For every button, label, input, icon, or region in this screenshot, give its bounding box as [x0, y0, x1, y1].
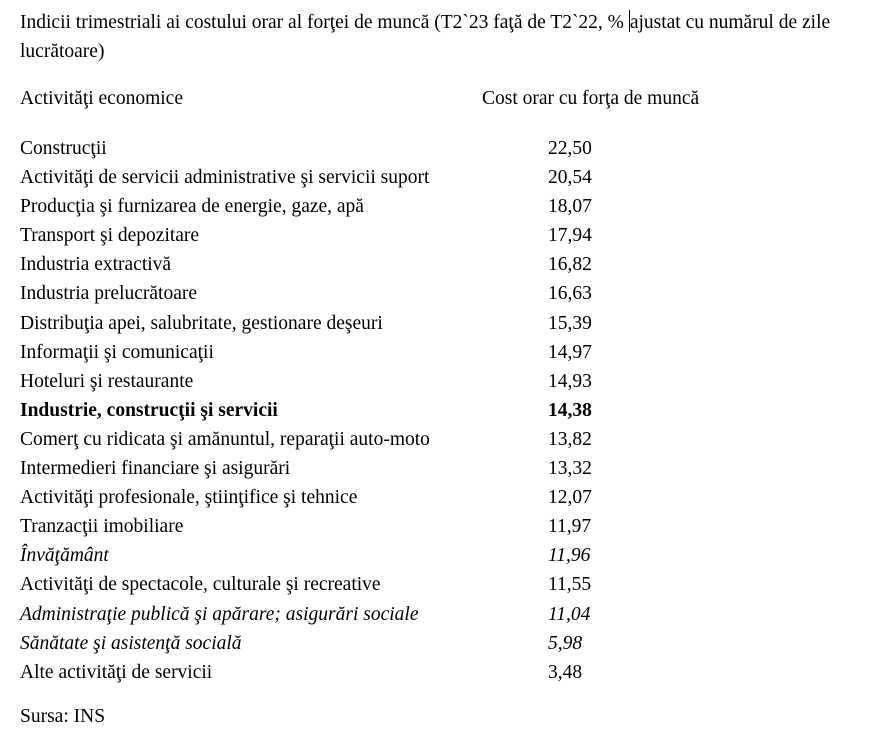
activity-label: Construcţii: [20, 138, 107, 159]
cost-value: 11,04: [548, 603, 591, 625]
table-row: [0, 514, 879, 543]
table-row: [0, 543, 879, 572]
cost-value: 16,82: [548, 254, 592, 276]
table-row: [0, 252, 879, 281]
cost-value: 18,07: [548, 196, 592, 218]
title-text-part2: ajustat cu numărul de zile lucrătoare): [20, 12, 831, 62]
cost-value: 5,98: [548, 632, 583, 654]
activity-label: Învăţământ: [20, 545, 109, 567]
activity-label: Industria extractivă: [20, 254, 172, 276]
cost-value: 14,38: [548, 399, 592, 421]
cost-value: 14,97: [548, 341, 592, 363]
activity-label: Hoteluri şi restaurante: [20, 370, 194, 392]
cost-value: 15,39: [548, 312, 592, 334]
activity-label: Administraţie publică şi apărare; asigurări sociale: [20, 603, 419, 625]
activity-label: Informaţii şi comunicaţii: [20, 341, 214, 363]
table-row: [0, 340, 879, 369]
activity-label: Transport şi depozitare: [20, 225, 200, 247]
table-row: [0, 165, 879, 194]
table-row: [0, 456, 879, 485]
table-row: [0, 136, 879, 165]
data-table: [0, 136, 879, 689]
cost-value: 12,07: [548, 487, 592, 509]
column-header-activities: Activităţi economice: [20, 88, 183, 109]
activity-label: Sănătate şi asistenţă socială: [20, 632, 242, 654]
activity-label: Comerţ cu ridicata şi amănuntul, reparaţii auto-moto: [20, 428, 430, 450]
activity-label: Activităţi de servicii administrative şi servicii suport: [20, 167, 430, 189]
activity-label: Alte activităţi de servicii: [20, 661, 213, 683]
cost-value: 3,48: [548, 661, 583, 683]
cost-value: 13,32: [548, 458, 592, 480]
table-row: [0, 602, 879, 631]
table-row: [0, 223, 879, 252]
cost-value: 20,54: [548, 167, 592, 189]
activity-label: Industria prelucrătoare: [20, 283, 198, 305]
table-row: [0, 311, 879, 340]
document-title: [20, 8, 876, 66]
cost-value: 17,94: [548, 225, 592, 247]
activity-label: Activităţi profesionale, ştiinţifice şi tehnice: [20, 487, 358, 509]
column-header-cost: Cost orar cu forţa de muncă: [482, 88, 700, 109]
cost-value: 16,63: [548, 283, 592, 305]
cost-value: 14,93: [548, 370, 592, 392]
cost-value: 13,82: [548, 428, 592, 450]
cost-value: 11,55: [548, 574, 592, 596]
cost-value: 11,96: [548, 545, 591, 567]
activity-label: Activităţi de spectacole, culturale şi recreative: [20, 574, 381, 596]
activity-label: Tranzacţii imobiliare: [20, 516, 184, 538]
table-row: [0, 281, 879, 310]
activity-label: Industrie, construcţii şi servicii: [20, 399, 278, 421]
table-row: [0, 660, 879, 689]
table-row: [0, 427, 879, 456]
table-row: [0, 631, 879, 660]
activity-label: Distribuţia apei, salubritate, gestionare deşeuri: [20, 312, 383, 334]
cost-value: 11,97: [548, 516, 592, 538]
table-row: [0, 369, 879, 398]
table-row: [0, 485, 879, 514]
activity-label: Producţia şi furnizarea de energie, gaze, apă: [20, 196, 364, 218]
table-row: [0, 572, 879, 601]
table-row: [0, 398, 879, 427]
cost-value: 22,50: [548, 138, 592, 159]
table-row: [0, 194, 879, 223]
source-note: Sursa: INS: [20, 706, 106, 727]
title-text-part1: Indicii trimestriali ai costului orar al forţei de muncă (T2`23 faţă de T2`22, %: [20, 12, 629, 33]
activity-label: Intermedieri financiare şi asigurări: [20, 458, 291, 480]
